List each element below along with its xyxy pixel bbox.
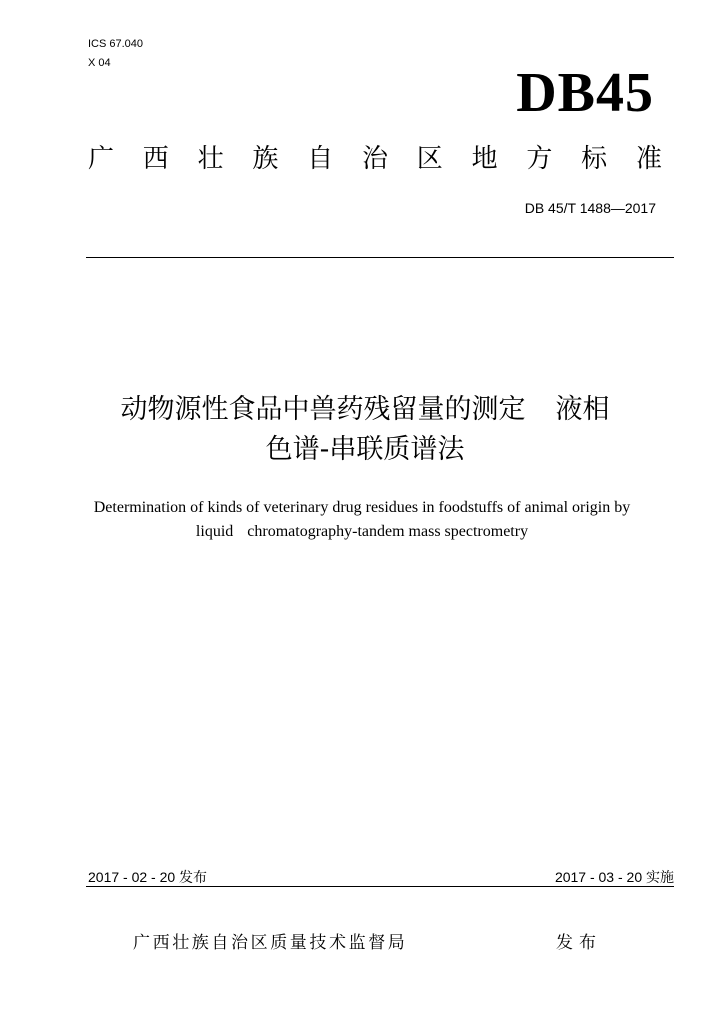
header-divider: [86, 257, 674, 258]
publisher-name: 广西壮族自治区质量技术监督局: [133, 933, 408, 953]
standard-name-char: 西: [142, 144, 169, 174]
chinese-title-part: 液相: [555, 394, 610, 425]
standard-name-char: 广: [88, 144, 115, 174]
chinese-title-part: 动物源性食品中兽药残留量的测定: [120, 394, 526, 425]
standard-name-char: 地: [471, 144, 498, 174]
db45-logo: DB45: [516, 62, 654, 124]
chinese-title-line-1: [70, 390, 660, 430]
standard-name-char: 壮: [197, 144, 224, 174]
english-title-part: liquid: [195, 523, 234, 540]
english-title-part: chromatography-tandem mass spectrometry: [247, 523, 529, 540]
standard-name-char: 治: [361, 144, 388, 174]
standard-name-char: 标: [581, 144, 608, 174]
standard-name-char: 准: [635, 144, 662, 174]
english-title-line-1: Determination of kinds of veterinary drug residues in foodstuffs of animal origin by: [93, 499, 631, 516]
chinese-title-line-2: 色谱-串联质谱法: [265, 434, 465, 465]
standard-name-char: 族: [252, 144, 279, 174]
standard-name-char: 区: [416, 144, 443, 174]
issue-date: 2017 - 02 - 20 发布: [88, 869, 208, 885]
english-title: [60, 496, 664, 544]
implementation-date: 2017 - 03 - 20 实施: [554, 869, 674, 885]
classification-code: X 04: [88, 57, 111, 69]
standard-number: DB 45/T 1488—2017: [524, 200, 656, 216]
footer-divider: [86, 886, 674, 887]
standard-name-char: 方: [526, 144, 553, 174]
standard-category-title: [88, 142, 662, 176]
ics-code: ICS 67.040: [88, 38, 144, 50]
english-title-line-2: [60, 520, 664, 544]
publish-label: 发布: [556, 933, 602, 953]
chinese-title: [70, 390, 660, 470]
standard-name-char: 自: [307, 144, 334, 174]
